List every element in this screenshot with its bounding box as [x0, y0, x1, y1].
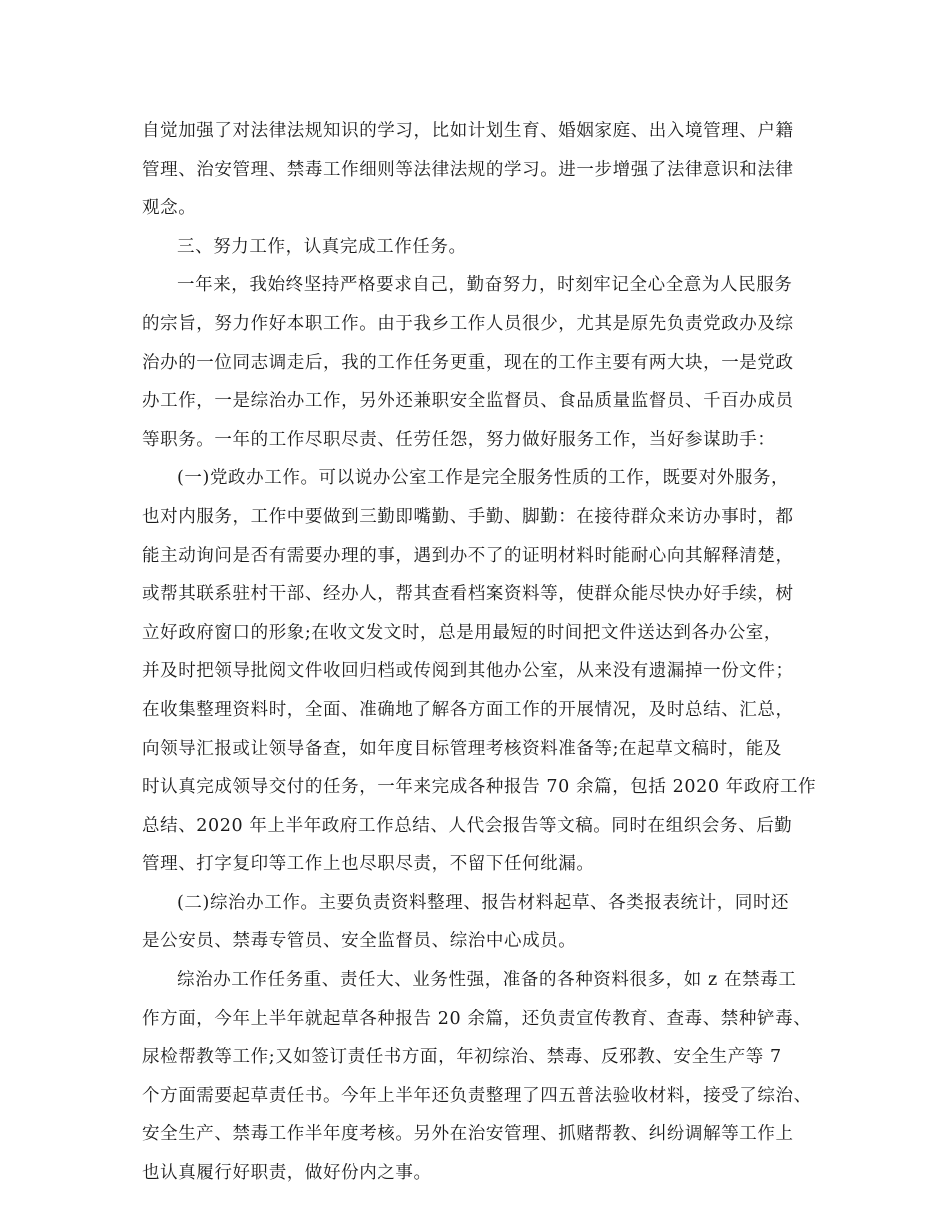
text-line: 自觉加强了对法律法规知识的学习，比如计划生育、婚姻家庭、出入境管理、户籍 [142, 121, 794, 141]
text-line: 在收集整理资料时，全面、准确地了解各方面工作的开展情况，及时总结、汇总， [142, 699, 794, 720]
text-line: 时认真完成领导交付的任务，一年来完成各种报告 70 余篇，包括 2020 年政府工作 [142, 777, 817, 798]
text-line: 是公安员、禁毒专管员、安全监督员、综治中心成员。 [142, 931, 577, 952]
text-line: (一)党政办工作。可以说办公室工作是完全服务性质的工作，既要对外服务， [177, 468, 790, 489]
text-line: 总结、2020 年上半年政府工作总结、人代会报告等文稿。同时在组织会务、后勤 [142, 815, 793, 836]
text-line: 个方面需要起草责任书。今年上半年还负责整理了四五普法验收材料，接受了综治、 [142, 1085, 812, 1106]
text-line: (二)综治办工作。主要负责资料整理、报告材料起草、各类报表统计，同时还 [177, 892, 790, 913]
text-line: 能主动询问是否有需要办理的事，遇到办不了的证明材料时能耐心向其解释清楚， [142, 545, 794, 566]
text-line: 也对内服务，工作中要做到三勤即嘴勤、手勤、脚勤：在接待群众来访办事时，都 [142, 506, 794, 527]
text-line: 管理、打字复印等工作上也尽职尽责，不留下任何纰漏。 [142, 854, 595, 875]
text-line: 立好政府窗口的形象;在收文发文时，总是用最短的时间把文件送达到各办公室， [142, 622, 782, 643]
text-line: 也认真履行好职责，做好份内之事。 [142, 1163, 432, 1184]
text-line: 作方面，今年上半年就起草各种报告 20 余篇，还负责宣传教育、查毒、禁种铲毒、 [142, 1008, 812, 1029]
text-line: 尿检帮教等工作;又如签订责任书方面，年初综治、禁毒、反邪教、安全生产等 7 [142, 1047, 782, 1068]
text-line: 安全生产、禁毒工作半年度考核。另外在治安管理、抓赌帮教、纠纷调解等工作上 [142, 1124, 794, 1145]
text-line: 治办的一位同志调走后，我的工作任务更重，现在的工作主要有两大块，一是党政 [142, 352, 794, 373]
text-line: 的宗旨，努力作好本职工作。由于我乡工作人员很少，尤其是原先负责党政办及综 [142, 313, 794, 334]
text-line: 一年来，我始终坚持严格要求自己，勤奋努力，时刻牢记全心全意为人民服务 [177, 275, 793, 296]
text-line: 并及时把领导批阅文件收回归档或传阅到其他办公室，从来没有遗漏掉一份文件； [142, 661, 794, 682]
text-line: 观念。 [142, 198, 197, 219]
text-line: 等职务。一年的工作尽职尽责、任劳任怨，努力做好服务工作，当好参谋助手： [142, 429, 776, 450]
text-line: 或帮其联系驻村干部、经办人，帮其查看档案资料等，使群众能尽快办好手续，树 [142, 584, 794, 605]
text-line: 三、努力工作，认真完成工作任务。 [177, 236, 467, 257]
text-line: 管理、治安管理、禁毒工作细则等法律法规的学习。进一步增强了法律意识和法律 [142, 159, 794, 180]
text-line: 综治办工作任务重、责任大、业务性强，准备的各种资料很多，如 z 在禁毒工 [177, 970, 797, 991]
text-line: 向领导汇报或让领导备查，如年度目标管理考核资料准备等;在起草文稿时，能及 [142, 738, 782, 759]
document-body [142, 112, 822, 1193]
text-line: 办工作，一是综治办工作，另外还兼职安全监督员、食品质量监督员、千百办成员 [142, 391, 794, 412]
